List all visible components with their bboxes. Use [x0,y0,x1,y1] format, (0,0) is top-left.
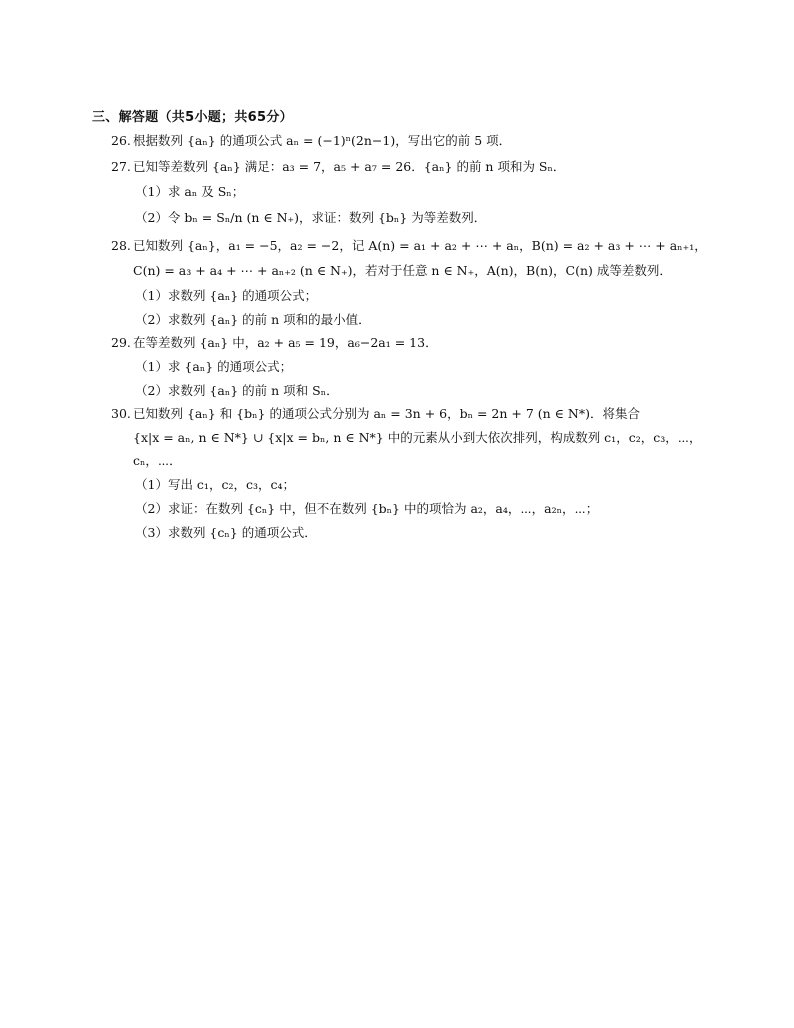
problem-text-line-1: 已知数列 {aₙ} 和 {bₙ} 的通项公式分别为 aₙ = 3n + 6，bₙ = 2n + 7 (n ∈ N*)．将集合 [133,406,640,421]
problem-27-part-2: （2）令 bₙ = Sₙ/n (n ∈ N₊)，求证：数列 {bₙ} 为等差数列． [135,210,487,225]
problem-30-part-3: （3）求数列 {cₙ} 的通项公式． [135,525,317,540]
problem-28-part-2: （2）求数列 {aₙ} 的前 n 项和的最小值． [135,312,371,327]
problem-number: 28. [111,238,131,253]
problem-30-line-2: {x|x = aₙ, n ∈ N*} ∪ {x|x = bₙ, n ∈ N*} 中的元素从小到大依次排列，构成数列 c₁，c₂，c₃，⋯， [133,430,702,445]
problem-28-part-1: （1）求数列 {aₙ} 的通项公式； [135,288,318,303]
problem-30-line-3: cₙ，⋯． [133,453,182,468]
problem-number: 26. [111,133,131,148]
problem-28 [111,237,707,255]
problem-26 [111,132,511,150]
problem-text: 根据数列 {aₙ} 的通项公式 aₙ = (−1)ⁿ(2n−1)，写出它的前 5 项． [133,133,512,148]
problem-number: 30. [111,406,131,421]
problem-number: 27. [111,159,131,174]
problem-text: 在等差数列 {aₙ} 中，a₂ + a₅ = 19，a₆−2a₁ = 13． [133,335,438,350]
problem-text: 已知等差数列 {aₙ} 满足：a₃ = 7，a₅ + a₇ = 26．{aₙ} 的前 n 项和为 Sₙ． [133,159,566,174]
problem-number: 29. [111,335,131,350]
problem-30 [111,405,640,423]
section-title: 三、解答题（共5小题；共65分） [92,110,293,125]
problem-30-part-2: （2）求证：在数列 {cₙ} 中，但不在数列 {bₙ} 中的项恰为 a₂，a₄，⋯，a₂ₙ，⋯； [135,501,599,516]
problem-30-part-1: （1）写出 c₁，c₂，c₃，c₄； [135,477,295,492]
problem-27 [111,158,565,176]
problem-27-part-1: （1）求 aₙ 及 Sₙ； [135,184,245,199]
problem-text-line-1: 已知数列 {aₙ}，a₁ = −5，a₂ = −2，记 A(n) = a₁ + a₂ + ⋯ + aₙ，B(n) = a₂ + a₃ + ⋯ + aₙ₊₁， [133,238,707,253]
problem-29-part-1: （1）求 {aₙ} 的通项公式； [135,359,293,374]
problem-28-line-2: C(n) = a₃ + a₄ + ⋯ + aₙ₊₂ (n ∈ N₊)，若对于任意 n ∈ N₊，A(n)，B(n)，C(n) 成等差数列． [133,263,672,278]
problem-29-part-2: （2）求数列 {aₙ} 的前 n 项和 Sₙ． [135,383,339,398]
problem-29 [111,334,438,352]
